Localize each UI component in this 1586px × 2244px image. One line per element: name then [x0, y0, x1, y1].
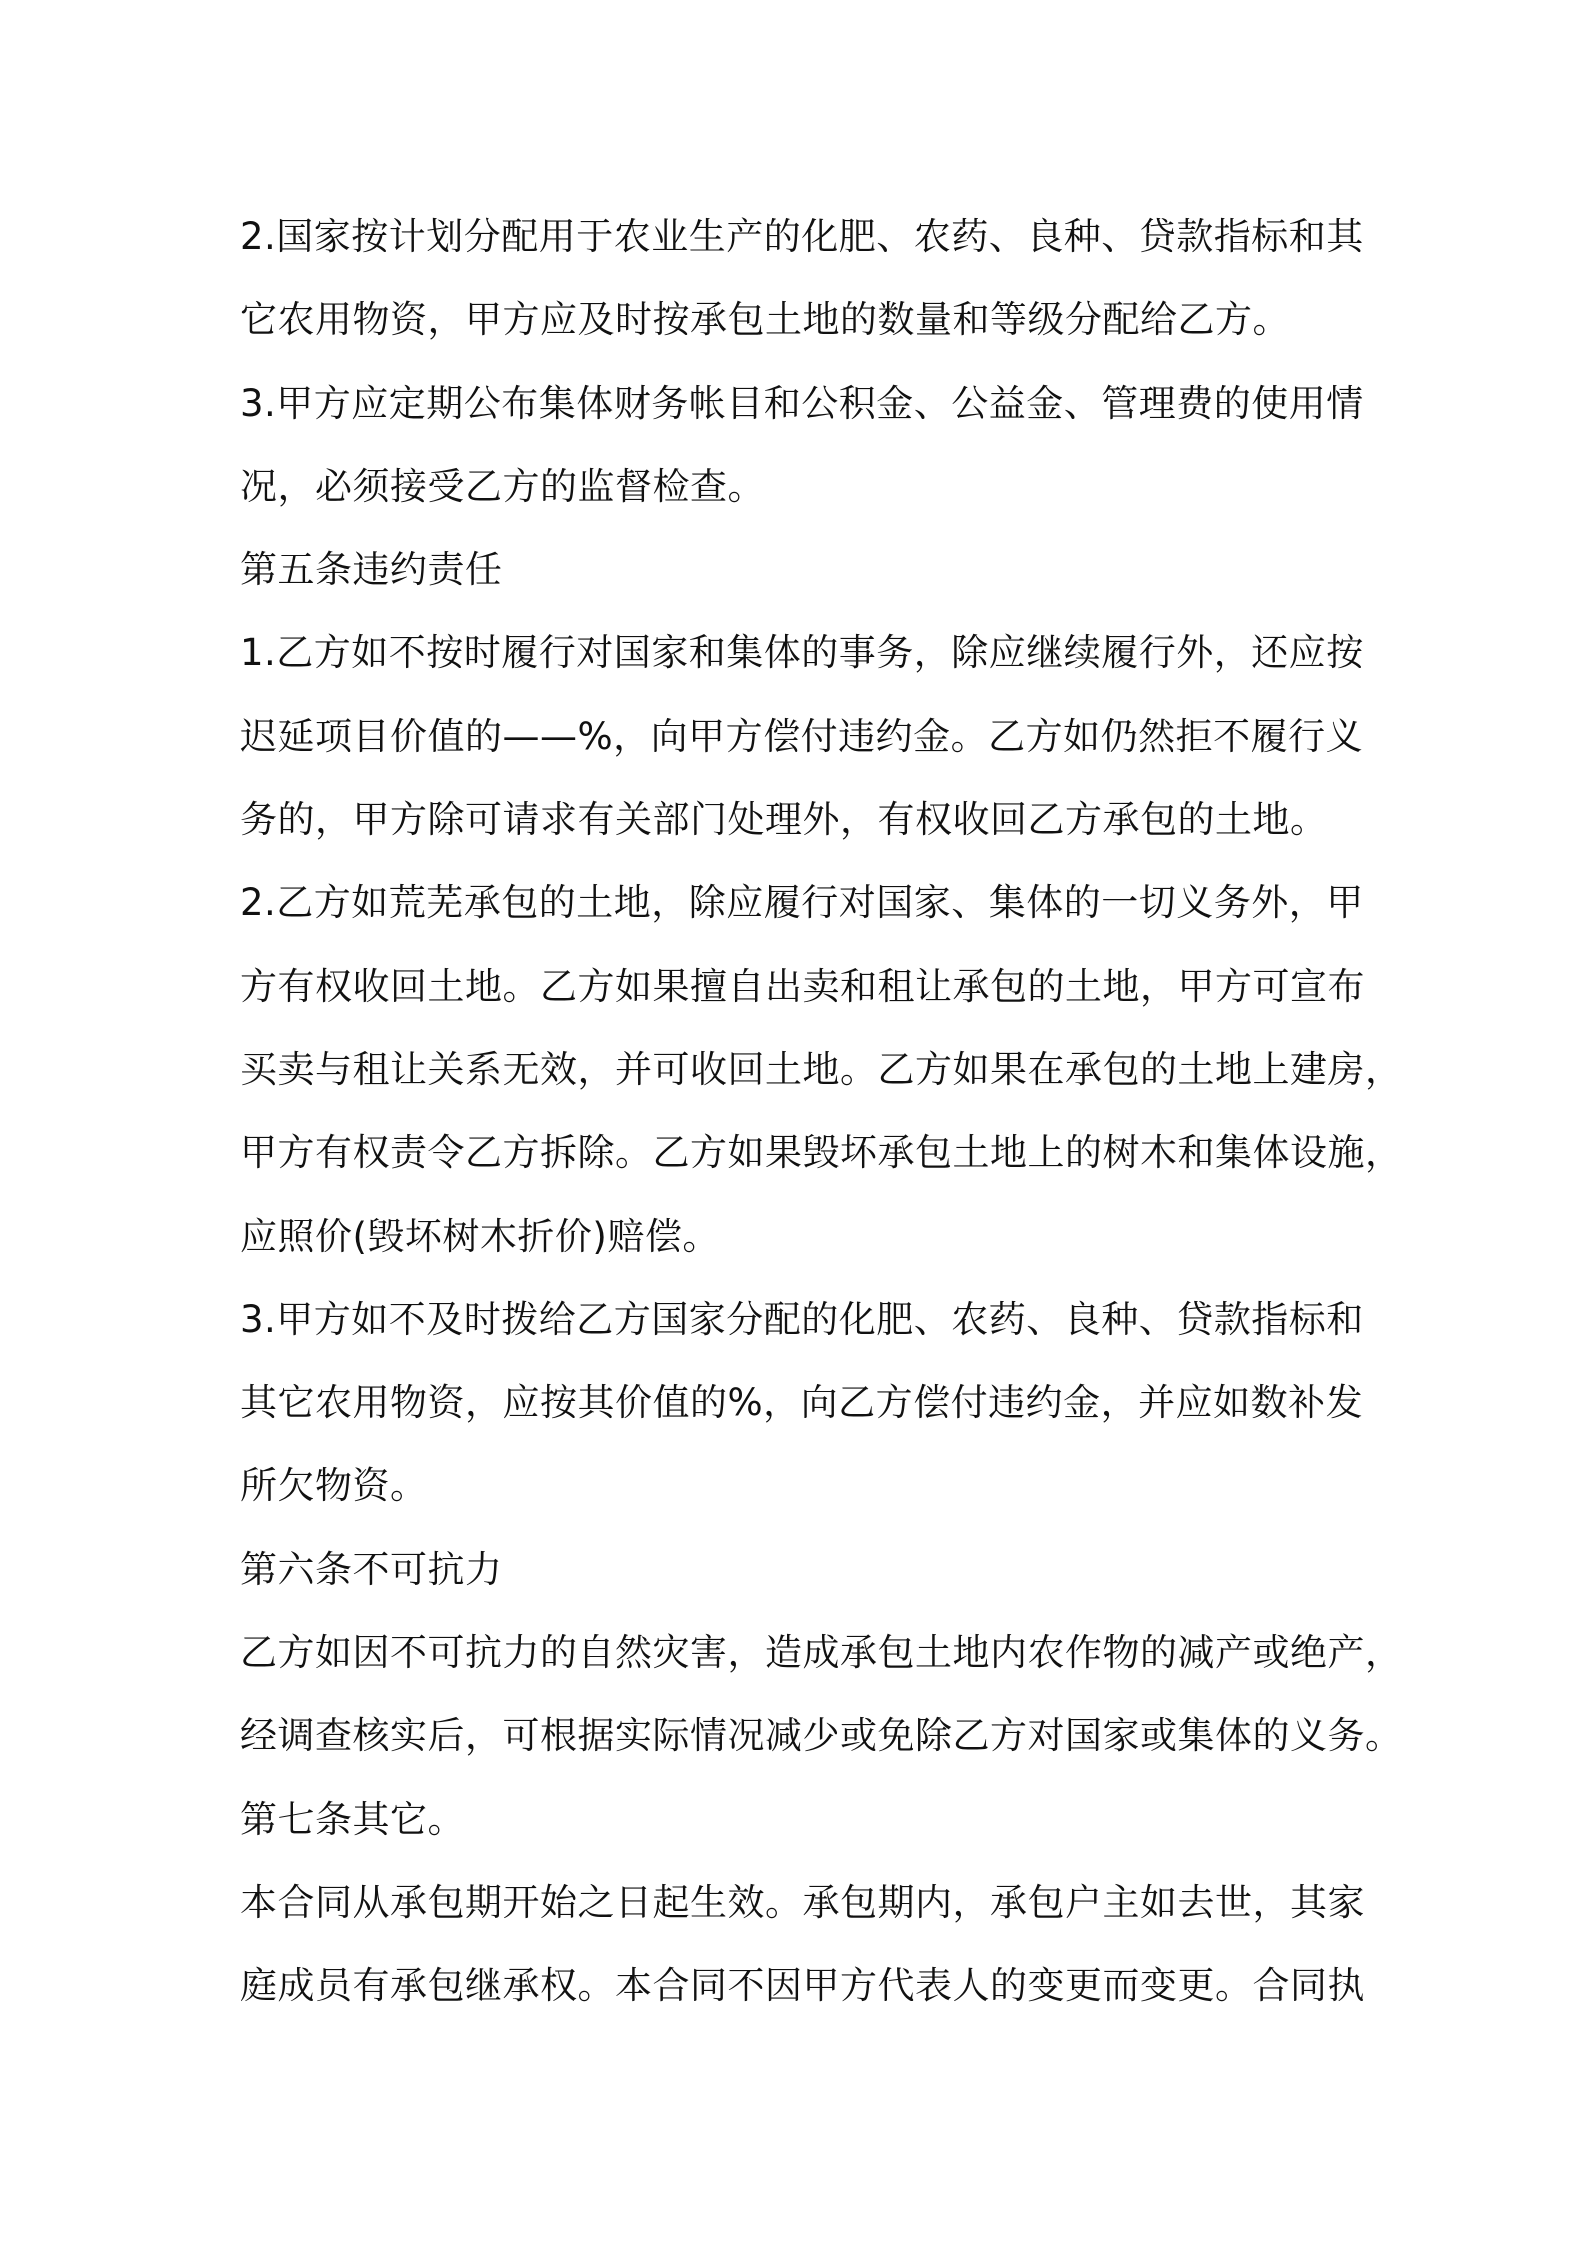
- section-heading: 第五条违约责任: [240, 548, 503, 592]
- text-line: 所欠物资。: [240, 1464, 428, 1508]
- text-line: 经调查核实后，可根据实际情况减少或免除乙方对国家或集体的义务。: [240, 1714, 1403, 1758]
- text-line: 乙方如因不可抗力的自然灾害，造成承包土地内农作物的减产或绝产，: [240, 1631, 1403, 1675]
- text-line: 方有权收回土地。乙方如果擅自出卖和租让承包的土地，甲方可宣布: [240, 964, 1365, 1008]
- section-heading: 第七条其它。: [240, 1797, 465, 1841]
- text-line: 2.国家按计划分配用于农业生产的化肥、农药、良种、贷款指标和其: [240, 215, 1364, 258]
- text-line: 3.甲方应定期公布集体财务帐目和公积金、公益金、管理费的使用情: [240, 381, 1364, 425]
- text-line: 本合同从承包期开始之日起生效。承包期内，承包户主如去世，其家: [240, 1880, 1365, 1924]
- text-line: 应照价(毁坏树木折价)赔偿。: [240, 1214, 720, 1258]
- text-line: 3.甲方如不及时拨给乙方国家分配的化肥、农药、良种、贷款指标和: [240, 1297, 1364, 1341]
- section-heading: 第六条不可抗力: [240, 1547, 503, 1591]
- text-line: 迟延项目价值的——%，向甲方偿付违约金。乙方如仍然拒不履行义: [240, 714, 1364, 758]
- text-line: 它农用物资，甲方应及时按承包土地的数量和等级分配给乙方。: [240, 298, 1290, 342]
- text-line: 其它农用物资，应按其价值的%，向乙方偿付违约金，并应如数补发: [240, 1381, 1364, 1425]
- text-line: 1.乙方如不按时履行对国家和集体的事务，除应继续履行外，还应按: [240, 631, 1364, 675]
- text-line: 况，必须接受乙方的监督检查。: [240, 464, 765, 508]
- text-line: 买卖与租让关系无效，并可收回土地。乙方如果在承包的土地上建房，: [240, 1047, 1403, 1091]
- document-body: [240, 195, 1403, 2028]
- text-line: 庭成员有承包继承权。本合同不因甲方代表人的变更而变更。合同执: [240, 1964, 1365, 2008]
- text-line: 务的，甲方除可请求有关部门处理外，有权收回乙方承包的土地。: [240, 798, 1328, 842]
- text-line: 2.乙方如荒芜承包的土地，除应履行对国家、集体的一切义务外，甲: [240, 881, 1364, 925]
- text-line: 甲方有权责令乙方拆除。乙方如果毁坏承包土地上的树木和集体设施，: [240, 1131, 1403, 1175]
